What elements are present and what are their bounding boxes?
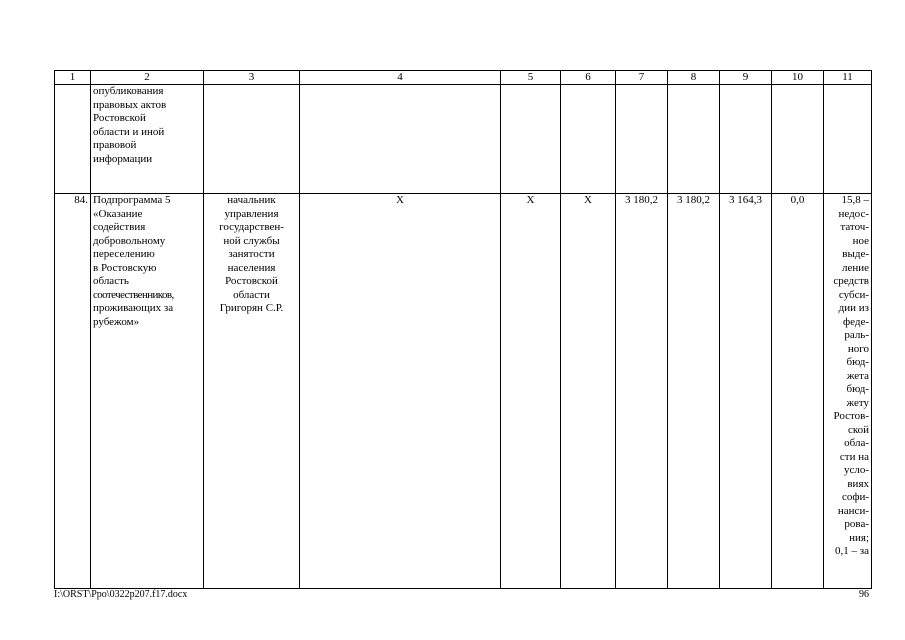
header-cell: 5 — [501, 71, 561, 85]
col8-cell — [668, 85, 720, 194]
row-number-cell: 84. — [55, 194, 91, 589]
table-row — [55, 85, 872, 194]
header-cell: 9 — [720, 71, 772, 85]
table-row — [55, 194, 872, 589]
header-cell: 2 — [91, 71, 204, 85]
col4-cell: Х — [300, 194, 501, 589]
name-text-part: Подпрограмма 5 «Оказание содействия добровольному переселению в Ростовскую область — [93, 194, 171, 287]
header-cell: 10 — [772, 71, 824, 85]
col4-cell — [300, 85, 501, 194]
col10-cell: 0,0 — [772, 194, 824, 589]
page-number: 96 — [859, 589, 869, 600]
responsible-cell — [204, 85, 300, 194]
name-cell — [91, 194, 204, 589]
col9-cell: 3 164,3 — [720, 194, 772, 589]
row-number-cell — [55, 85, 91, 194]
header-cell: 4 — [300, 71, 501, 85]
col9-cell — [720, 85, 772, 194]
col5-cell: Х — [501, 194, 561, 589]
header-row — [55, 71, 872, 85]
file-path-footer: I:\ORST\Ppo\0322p207.f17.docx — [54, 589, 188, 600]
header-cell: 11 — [824, 71, 872, 85]
col8-cell: 3 180,2 — [668, 194, 720, 589]
name-text-part: соотечественников, — [93, 288, 174, 301]
header-cell: 1 — [55, 71, 91, 85]
header-cell: 8 — [668, 71, 720, 85]
name-cell: опубликования правовых актов Ростовской области и иной правовой информации — [91, 85, 204, 194]
col11-cell — [824, 85, 872, 194]
col11-cell: 15,8 – недос- таточ- ное выде- ление средств субси- дии из феде- раль- ного бюд- жета бюд- жету Ростов- ской обла- сти на усло- виях софи- нанси- рова- ния; 0,1 – за — [824, 194, 872, 589]
header-cell: 7 — [616, 71, 668, 85]
responsible-cell: начальник управления государствен- ной службы занятости населения Ростовской области Григорян С.Р. — [204, 194, 300, 589]
col7-cell: 3 180,2 — [616, 194, 668, 589]
report-table — [54, 70, 872, 589]
col10-cell — [772, 85, 824, 194]
col6-cell: Х — [561, 194, 616, 589]
name-text-part: проживающих за рубежом» — [93, 302, 174, 328]
header-cell: 3 — [204, 71, 300, 85]
col6-cell — [561, 85, 616, 194]
col7-cell — [616, 85, 668, 194]
header-cell: 6 — [561, 71, 616, 85]
col5-cell — [501, 85, 561, 194]
